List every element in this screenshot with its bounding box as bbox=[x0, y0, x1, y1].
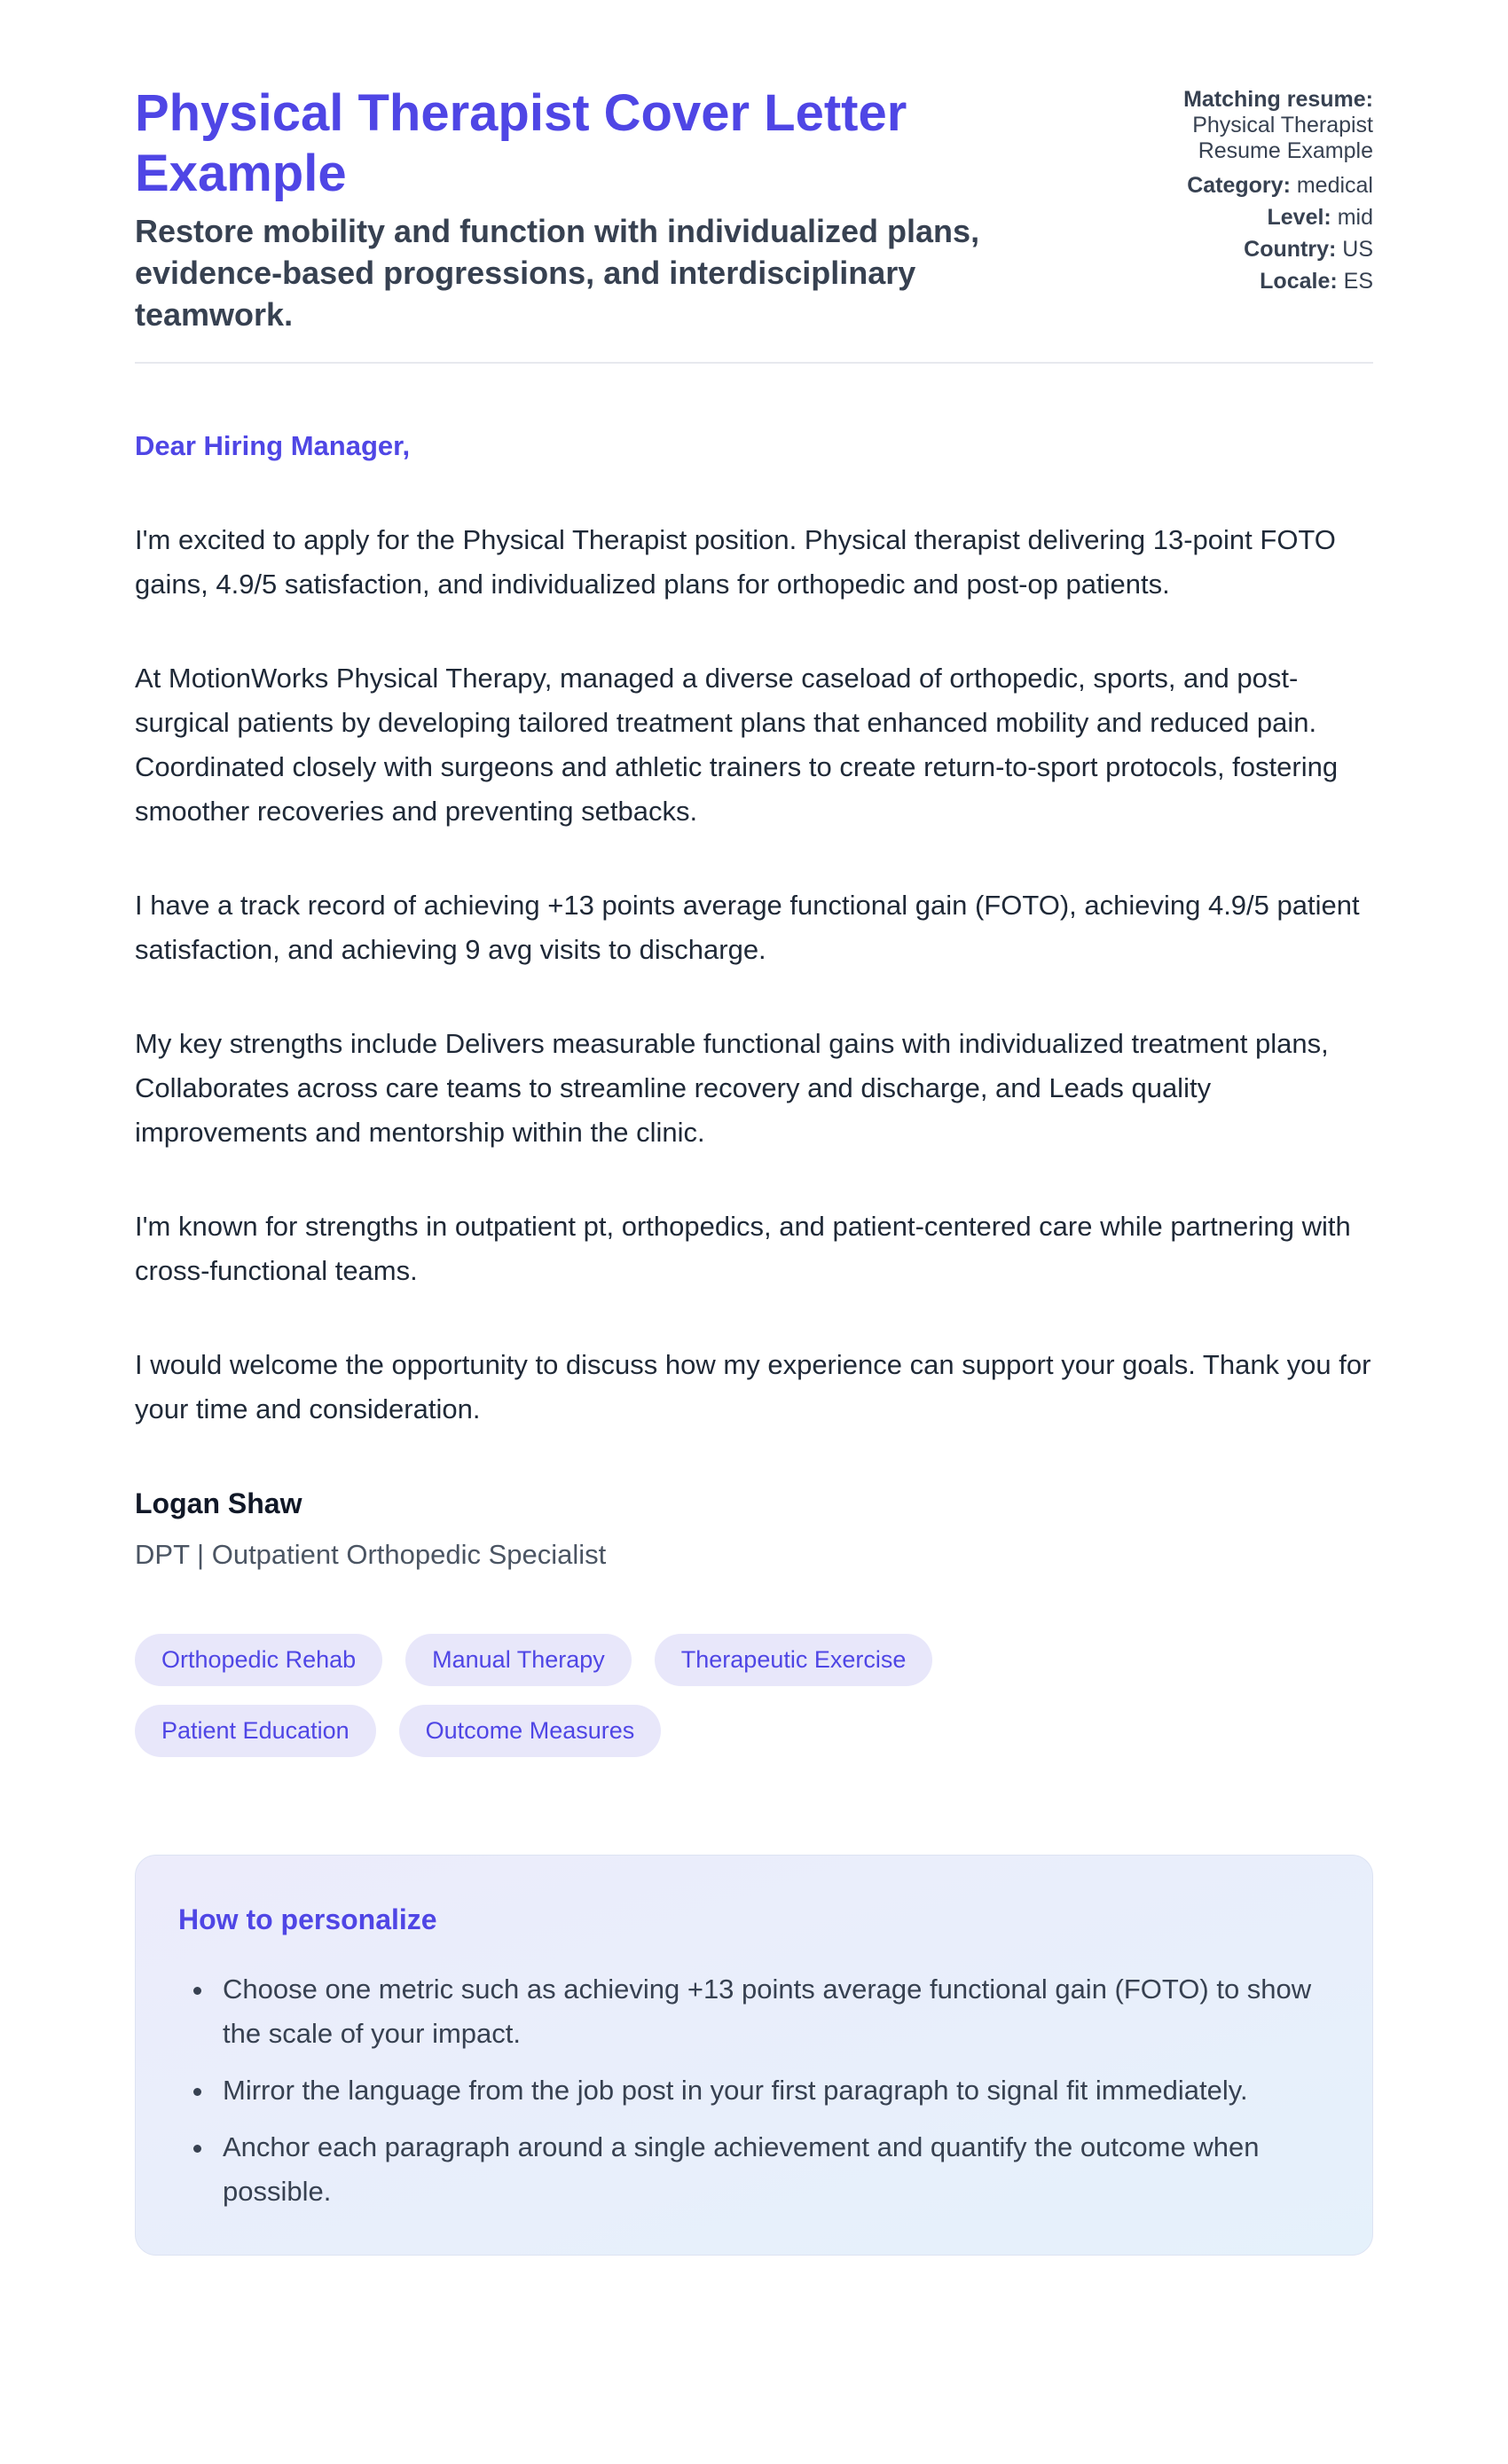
letter-greeting: Dear Hiring Manager, bbox=[135, 429, 411, 461]
resume-meta-panel bbox=[1144, 87, 1373, 297]
header bbox=[135, 83, 1373, 335]
signature-title: DPT | Outpatient Orthopedic Specialist bbox=[135, 1538, 607, 1570]
tips-list bbox=[178, 1967, 1330, 2214]
tips-heading: How to personalize bbox=[178, 1903, 437, 1935]
skill-tag: Outcome Measures bbox=[399, 1705, 662, 1757]
meta-row-value: ES bbox=[1343, 269, 1373, 294]
skill-tag: Patient Education bbox=[135, 1705, 376, 1757]
letter-paragraphs bbox=[135, 518, 1373, 1432]
skill-tags bbox=[135, 1634, 1111, 1757]
meta-row-label: Country: bbox=[1244, 237, 1337, 262]
letter-paragraph: I'm excited to apply for the Physical Therapist position. Physical therapist delivering 13-point FOTO gains, 4.9/5 satisfaction, and individualized plans for orthopedic and post-op patients. bbox=[135, 523, 1336, 600]
how-to-personalize-card bbox=[135, 1855, 1373, 2256]
meta-row-label: Locale: bbox=[1260, 269, 1338, 294]
header-text-block bbox=[135, 83, 1075, 335]
matching-resume-value: Physical Therapist Resume Example bbox=[1192, 113, 1373, 163]
meta-row-value: medical bbox=[1296, 173, 1373, 198]
signature-name: Logan Shaw bbox=[135, 1487, 302, 1519]
meta-rows bbox=[1144, 169, 1373, 297]
tip-item: • Choose one metric such as achieving +13 points average functional gain (FOTO) to show the scale of your impact. bbox=[216, 1967, 1330, 2056]
meta-row bbox=[1144, 169, 1373, 201]
skill-tag: Therapeutic Exercise bbox=[655, 1634, 933, 1686]
tip-item: • Anchor each paragraph around a single achievement and quantify the outcome when possible. bbox=[216, 2125, 1330, 2214]
skill-tag: Manual Therapy bbox=[405, 1634, 632, 1686]
meta-row bbox=[1144, 233, 1373, 265]
page-subtitle: Restore mobility and function with individualized plans, evidence-based progressions, and interdisciplinary teamwork. bbox=[135, 212, 980, 333]
letter-paragraph: My key strengths include Delivers measurable functional gains with individualized treatment plans, Collaborates across care teams to streamline recovery and discharge, and Leads quality improvements and mentorship within the clinic. bbox=[135, 1027, 1329, 1148]
meta-row-label: Category: bbox=[1187, 173, 1291, 198]
letter-paragraph: I would welcome the opportunity to discuss how my experience can support your goals. Thank you for your time and consideration. bbox=[135, 1348, 1371, 1424]
meta-row-label: Level: bbox=[1267, 205, 1331, 230]
meta-row bbox=[1144, 265, 1373, 297]
meta-row-value: US bbox=[1342, 237, 1373, 262]
tip-item: • Mirror the language from the job post in your first paragraph to signal fit immediately. bbox=[216, 2068, 1330, 2113]
meta-row-value: mid bbox=[1337, 205, 1373, 230]
letter-paragraph: I have a track record of achieving +13 points average functional gain (FOTO), achieving 4.9/5 patient satisfaction, and achieving 9 avg visits to discharge. bbox=[135, 889, 1360, 965]
letter-paragraph: At MotionWorks Physical Therapy, managed a diverse caseload of orthopedic, sports, and post-surgical patients by developing tailored treatment plans that enhanced mobility and reduced pain. Coordinated closely with surgeons and athletic trainers to create return-to-sport protocols, fostering smoother recoveries and preventing setbacks. bbox=[135, 662, 1339, 827]
cover-letter-body bbox=[135, 424, 1373, 1757]
skill-tag: Orthopedic Rehab bbox=[135, 1634, 382, 1686]
header-divider bbox=[135, 362, 1373, 364]
page-title: Physical Therapist Cover Letter Example bbox=[135, 84, 907, 203]
matching-resume-label: Matching resume: bbox=[1183, 87, 1373, 112]
meta-row bbox=[1144, 201, 1373, 233]
letter-paragraph: I'm known for strengths in outpatient pt, orthopedics, and patient-centered care while partnering with cross-functional teams. bbox=[135, 1210, 1351, 1286]
matching-resume bbox=[1144, 87, 1373, 164]
